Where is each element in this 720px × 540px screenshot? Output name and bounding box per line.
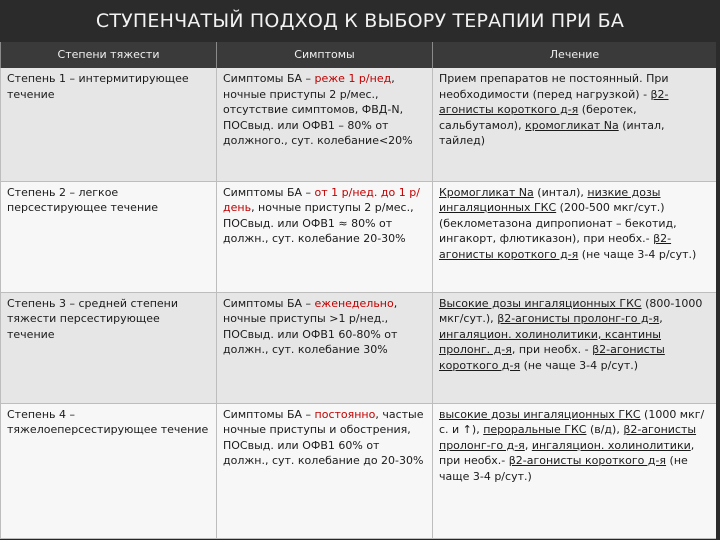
text: (не чаще 3-4 р/сут.) — [439, 454, 688, 483]
symptoms-cell — [217, 403, 433, 538]
drug-link: Высокие дозы ингаляционных ГКС — [439, 296, 642, 310]
table-row — [1, 292, 717, 403]
text: (не чаще 3-4 р/сут.) — [520, 358, 639, 372]
text: Симптомы БА – — [223, 72, 315, 85]
frequency-highlight: реже 1 р/нед — [314, 72, 392, 85]
header-treatment: Лечение — [433, 42, 717, 68]
text: (беротек, сальбутамол), — [439, 103, 637, 132]
table-header-row — [1, 42, 717, 68]
drug-link: низкие дозы ингаляционных ГКС — [439, 185, 661, 214]
text: (интал), — [533, 185, 588, 199]
text: , при необх.- — [439, 438, 695, 467]
slide-edge — [716, 42, 720, 540]
text: (200-500 мкг/сут.)(беклометазона дипропионат – бекотид, ингакорт, флютиказон), при необх.- — [439, 201, 677, 245]
text: , — [659, 312, 663, 325]
severity-cell: Степень 4 – тяжелоеперсестирующее течение — [1, 403, 217, 538]
drug-link: пероральные ГКС — [483, 423, 587, 436]
symptoms-cell — [217, 68, 433, 181]
text: Симптомы БА – — [223, 185, 315, 199]
treatment-cell — [433, 181, 717, 292]
symptoms-cell — [217, 292, 433, 403]
table-row — [1, 403, 717, 538]
header-symptoms: Симптомы — [217, 42, 433, 68]
drug-link: ингаляцион. холинолитики — [531, 438, 691, 452]
symptoms-cell — [217, 181, 433, 292]
severity-cell: Степень 3 – средней степени тяжести персестирующее течение — [1, 292, 217, 403]
severity-cell: Степень 1 – интермитирующее течение — [1, 68, 217, 181]
drug-link: β2-агонисты короткого д-я — [439, 232, 672, 261]
text: (1000 мкг/с. и ↑), — [439, 407, 705, 436]
text: , частые ночные приступы и обострения, ПОСвыд. или ОФВ1 60% от должн., сут. колебание до 20-30% — [223, 407, 424, 467]
slide-title: СТУПЕНЧАТЫЙ ПОДХОД К ВЫБОРУ ТЕРАПИИ ПРИ БА — [0, 0, 720, 42]
text: Симптомы БА – — [223, 407, 315, 421]
drug-link: β2-агонисты пролонг-го д-я — [439, 423, 697, 452]
frequency-highlight: еженедельно — [314, 296, 394, 310]
treatment-cell — [433, 292, 717, 403]
drug-link: кромогликат Na — [525, 118, 619, 132]
drug-link: β2-агонисты пролонг-го д-я — [497, 312, 660, 325]
drug-link: β2-агонисты короткого д-я — [508, 454, 667, 467]
frequency-highlight: постоянно — [314, 407, 376, 421]
text: , ночные приступы 2 р/мес., ПОСвыд. или ОФВ1 ≈ 80% от должн., сут. колебание 20-30% — [223, 201, 414, 245]
text: (интал, тайлед) — [439, 118, 665, 147]
drug-link: β2-агонисты короткого д-я — [439, 87, 669, 116]
text: Симптомы БА – — [223, 296, 315, 310]
frequency-highlight: от 1 р/нед. до 1 р/день — [223, 185, 420, 214]
text: Прием препаратов не постоянный. При необходимости (перед нагрузкой) - — [439, 72, 669, 101]
text: , ночные приступы >1 р/нед., ПОСвыд. или ОФВ1 60-80% от должн., сут. колебание 30% — [223, 296, 398, 356]
text: , при необх. - — [511, 343, 593, 356]
text: (800-1000 мкг/сут.), — [439, 296, 703, 325]
drug-link: ингаляцион. холинолитики, ксантины пролонг. д-я — [439, 327, 661, 356]
text: (в/д), — [586, 423, 624, 436]
treatment-cell — [433, 68, 717, 181]
severity-cell: Степень 2 – легкое персестирующее течение — [1, 181, 217, 292]
drug-link: Кромогликат Na — [439, 185, 534, 199]
treatment-cell — [433, 403, 717, 538]
header-severity: Степени тяжести — [1, 42, 217, 68]
therapy-table — [0, 42, 717, 539]
drug-link: β2-агонисты короткого д-я — [439, 343, 665, 372]
table-row — [1, 68, 717, 181]
text: (не чаще 3-4 р/сут.) — [578, 247, 697, 261]
text: , — [524, 438, 532, 452]
drug-link: высокие дозы ингаляционных ГКС — [439, 407, 641, 421]
table-row — [1, 181, 717, 292]
text: , ночные приступы 2 р/мес., отсутствие симптомов, ФВД-N, ПОСвыд. или ОФВ1 – 80% от должного., сут. колебание<20% — [223, 72, 413, 147]
